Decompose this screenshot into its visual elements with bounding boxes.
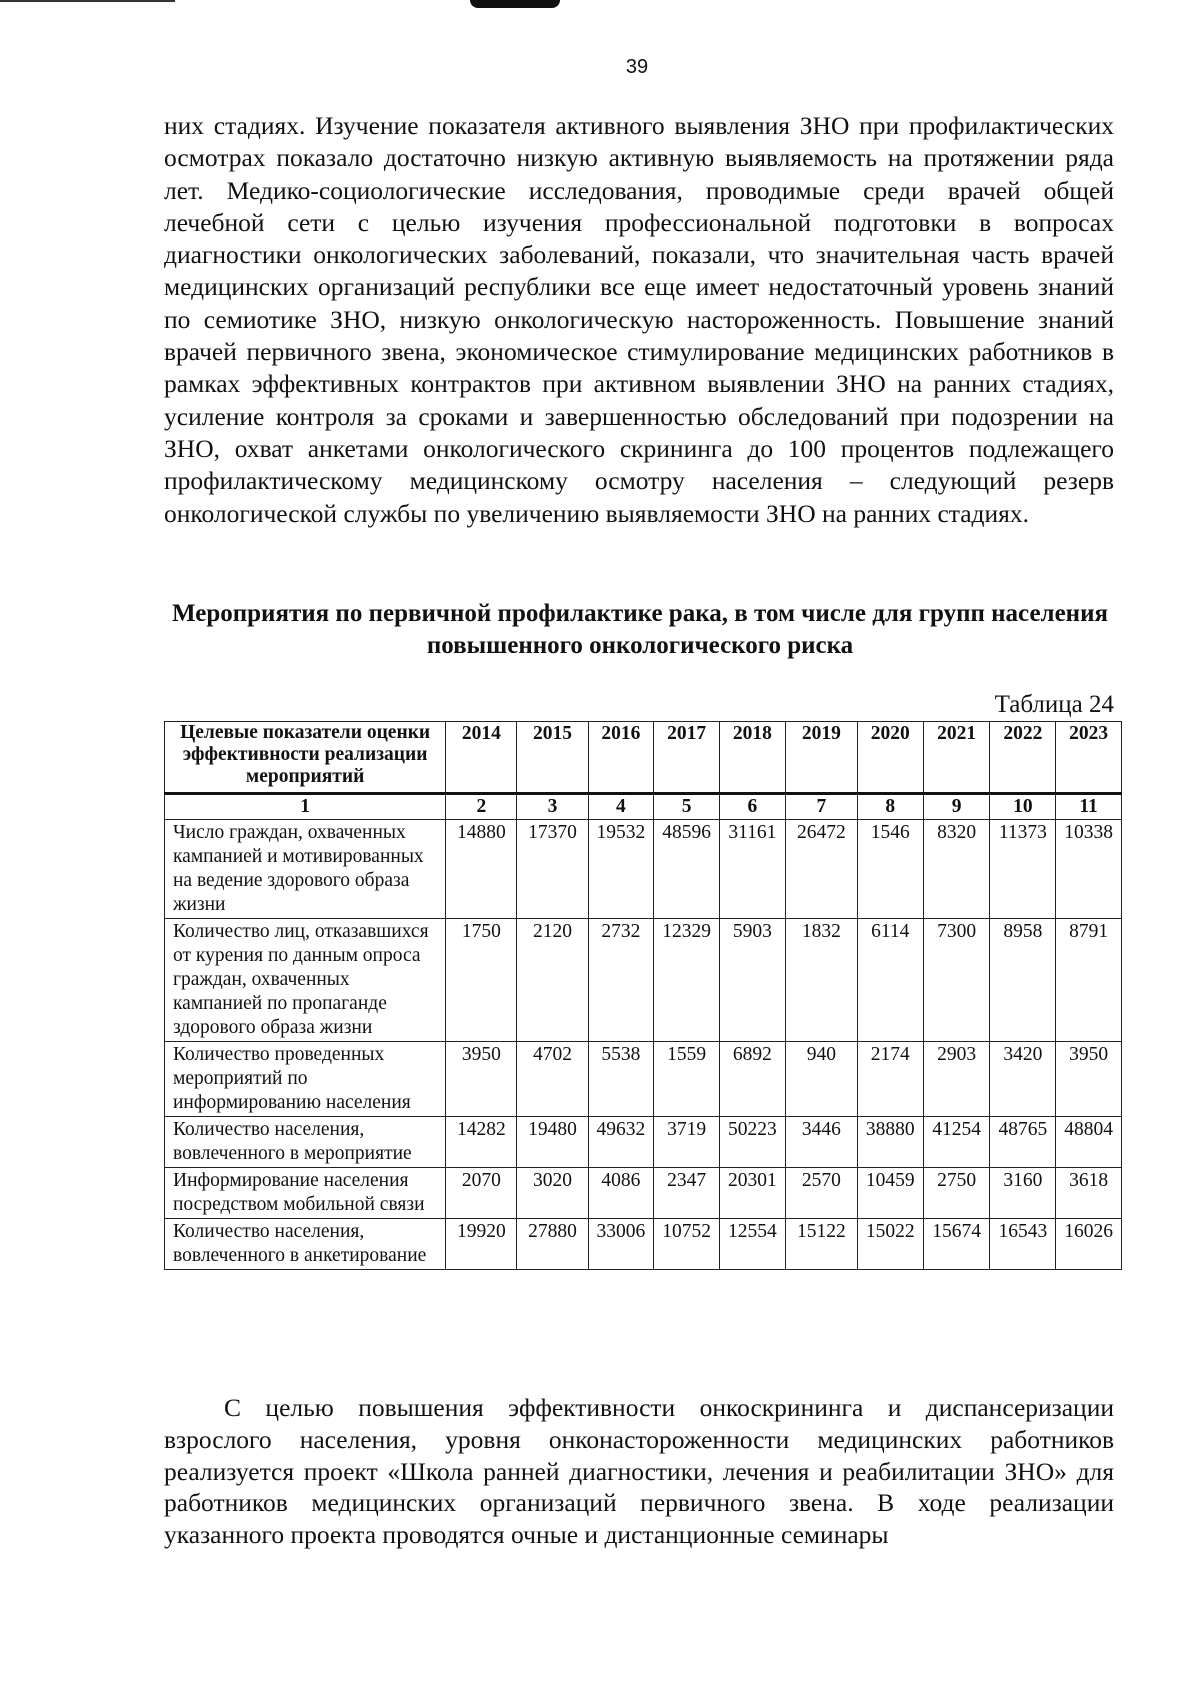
table-cell: 48765 <box>990 1117 1056 1168</box>
table-cell: 19532 <box>588 820 654 919</box>
outro-paragraph: С целью повышения эффективности онкоскрининга и диспансеризации взрослого населения, уровня онконастороженности медицинских работников реализуется проект «Школа ранней диагностики, лечения и реабилитации ЗНО» для работников медицинских организаций первичного звена. В ходе реализации указанного проекта проводятся очные и дистанционные семинары <box>164 1393 1114 1550</box>
table-cell: 3420 <box>990 1042 1056 1117</box>
table-cell: 11373 <box>990 820 1056 919</box>
header-year: 2018 <box>719 722 785 794</box>
table-cell: 15674 <box>923 1219 990 1270</box>
table-cell: 2070 <box>446 1168 517 1219</box>
table-cell: 15122 <box>785 1219 857 1270</box>
table-row <box>165 1168 1122 1219</box>
table-cell: 3618 <box>1056 1168 1122 1219</box>
table-cell: 19480 <box>517 1117 588 1168</box>
header-year: 2017 <box>654 722 720 794</box>
table-cell: 14880 <box>446 820 517 919</box>
column-number: 5 <box>654 794 720 820</box>
table-row <box>165 1042 1122 1117</box>
header-year: 2020 <box>857 722 923 794</box>
table-cell: 38880 <box>857 1117 923 1168</box>
column-number: 6 <box>719 794 785 820</box>
row-label: Количество населения, вовлеченного в анкетирование <box>165 1219 446 1270</box>
table-row <box>165 1117 1122 1168</box>
table-cell: 3950 <box>446 1042 517 1117</box>
table-cell: 5903 <box>719 919 785 1042</box>
row-label: Количество населения, вовлеченного в мероприятие <box>165 1117 446 1168</box>
table-cell: 3719 <box>654 1117 720 1168</box>
column-number: 8 <box>857 794 923 820</box>
table-cell: 1546 <box>857 820 923 919</box>
table-cell: 48804 <box>1056 1117 1122 1168</box>
table-cell: 4086 <box>588 1168 654 1219</box>
table-cell: 8791 <box>1056 919 1122 1042</box>
scan-artifact <box>470 0 560 8</box>
table-cell: 6114 <box>857 919 923 1042</box>
table-cell: 3160 <box>990 1168 1056 1219</box>
table-cell: 16543 <box>990 1219 1056 1270</box>
column-number: 1 <box>165 794 446 820</box>
table-cell: 48596 <box>654 820 720 919</box>
column-number: 7 <box>785 794 857 820</box>
table-cell: 8320 <box>923 820 990 919</box>
table-cell: 27880 <box>517 1219 588 1270</box>
column-number: 4 <box>588 794 654 820</box>
table-cell: 16026 <box>1056 1219 1122 1270</box>
table-cell: 10752 <box>654 1219 720 1270</box>
table-cell: 41254 <box>923 1117 990 1168</box>
table-row <box>165 1219 1122 1270</box>
column-number-row <box>165 794 1122 820</box>
header-year: 2016 <box>588 722 654 794</box>
section-title: Мероприятия по первичной профилактике рака, в том числе для групп населения повышенного онкологического риска <box>171 600 1109 659</box>
table-cell: 940 <box>785 1042 857 1117</box>
indicators-table <box>164 721 1122 1270</box>
column-number: 11 <box>1056 794 1122 820</box>
table-cell: 26472 <box>785 820 857 919</box>
header-year: 2021 <box>923 722 990 794</box>
table-cell: 14282 <box>446 1117 517 1168</box>
table-cell: 3020 <box>517 1168 588 1219</box>
table-cell: 4702 <box>517 1042 588 1117</box>
column-number: 10 <box>990 794 1056 820</box>
table-cell: 10338 <box>1056 820 1122 919</box>
table-cell: 2570 <box>785 1168 857 1219</box>
table-cell: 3446 <box>785 1117 857 1168</box>
column-number: 9 <box>923 794 990 820</box>
table-cell: 19920 <box>446 1219 517 1270</box>
table-cell: 1750 <box>446 919 517 1042</box>
table-label: Таблица 24 <box>994 691 1114 718</box>
row-label: Количество лиц, отказавшихся от курения по данным опроса граждан, охваченных кампанией по пропаганде здорового образа жизни <box>165 919 446 1042</box>
header-year: 2015 <box>517 722 588 794</box>
header-label: Целевые показатели оценки эффективности реализации мероприятий <box>165 722 446 794</box>
table-cell: 2347 <box>654 1168 720 1219</box>
table-header-row <box>165 722 1122 794</box>
header-year: 2019 <box>785 722 857 794</box>
table-cell: 50223 <box>719 1117 785 1168</box>
table-cell: 5538 <box>588 1042 654 1117</box>
table-cell: 15022 <box>857 1219 923 1270</box>
table-cell: 12554 <box>719 1219 785 1270</box>
column-number: 3 <box>517 794 588 820</box>
table-cell: 8958 <box>990 919 1056 1042</box>
table-cell: 2750 <box>923 1168 990 1219</box>
table-cell: 2903 <box>923 1042 990 1117</box>
table-cell: 3950 <box>1056 1042 1122 1117</box>
scan-border-line <box>0 0 175 2</box>
row-label: Информирование населения посредством мобильной связи <box>165 1168 446 1219</box>
header-year: 2022 <box>990 722 1056 794</box>
table-cell: 7300 <box>923 919 990 1042</box>
table-cell: 6892 <box>719 1042 785 1117</box>
table-row <box>165 919 1122 1042</box>
table-cell: 20301 <box>719 1168 785 1219</box>
table-cell: 2174 <box>857 1042 923 1117</box>
column-number: 2 <box>446 794 517 820</box>
table-cell: 2120 <box>517 919 588 1042</box>
row-label: Количество проведенных мероприятий по информированию населения <box>165 1042 446 1117</box>
row-label: Число граждан, охваченных кампанией и мотивированных на ведение здорового образа жизни <box>165 820 446 919</box>
page-number: 39 <box>625 56 649 78</box>
table-cell: 2732 <box>588 919 654 1042</box>
header-year: 2023 <box>1056 722 1122 794</box>
table-cell: 33006 <box>588 1219 654 1270</box>
table-cell: 1832 <box>785 919 857 1042</box>
table-cell: 12329 <box>654 919 720 1042</box>
header-year: 2014 <box>446 722 517 794</box>
table-cell: 1559 <box>654 1042 720 1117</box>
table-cell: 10459 <box>857 1168 923 1219</box>
intro-paragraph: них стадиях. Изучение показателя активного выявления ЗНО при профилактических осмотрах показало достаточно низкую активную выявляемость на протяжении ряда лет. Медико-социологические исследования, проводимые среди врачей общей лечебной сети с целью изучения профессиональной подготовки в вопросах диагностики онкологических заболеваний, показали, что значительная часть врачей медицинских организаций республики все еще имеет недостаточный уровень знаний по семиотике ЗНО, низкую онкологическую настороженность. Повышение знаний врачей первичного звена, экономическое стимулирование медицинских работников в рамках эффективных контрактов при активном выявлении ЗНО на ранних стадиях, усиление контроля за сроками и завершенностью обследований при подозрении на ЗНО, охват анкетами онкологического скрининга до 100 процентов подлежащего профилактическому медицинскому осмотру населения – следующий резерв онкологической службы по увеличению выявляемости ЗНО на ранних стадиях. <box>164 111 1114 528</box>
table-row <box>165 820 1122 919</box>
table-cell: 49632 <box>588 1117 654 1168</box>
table-cell: 17370 <box>517 820 588 919</box>
table-cell: 31161 <box>719 820 785 919</box>
